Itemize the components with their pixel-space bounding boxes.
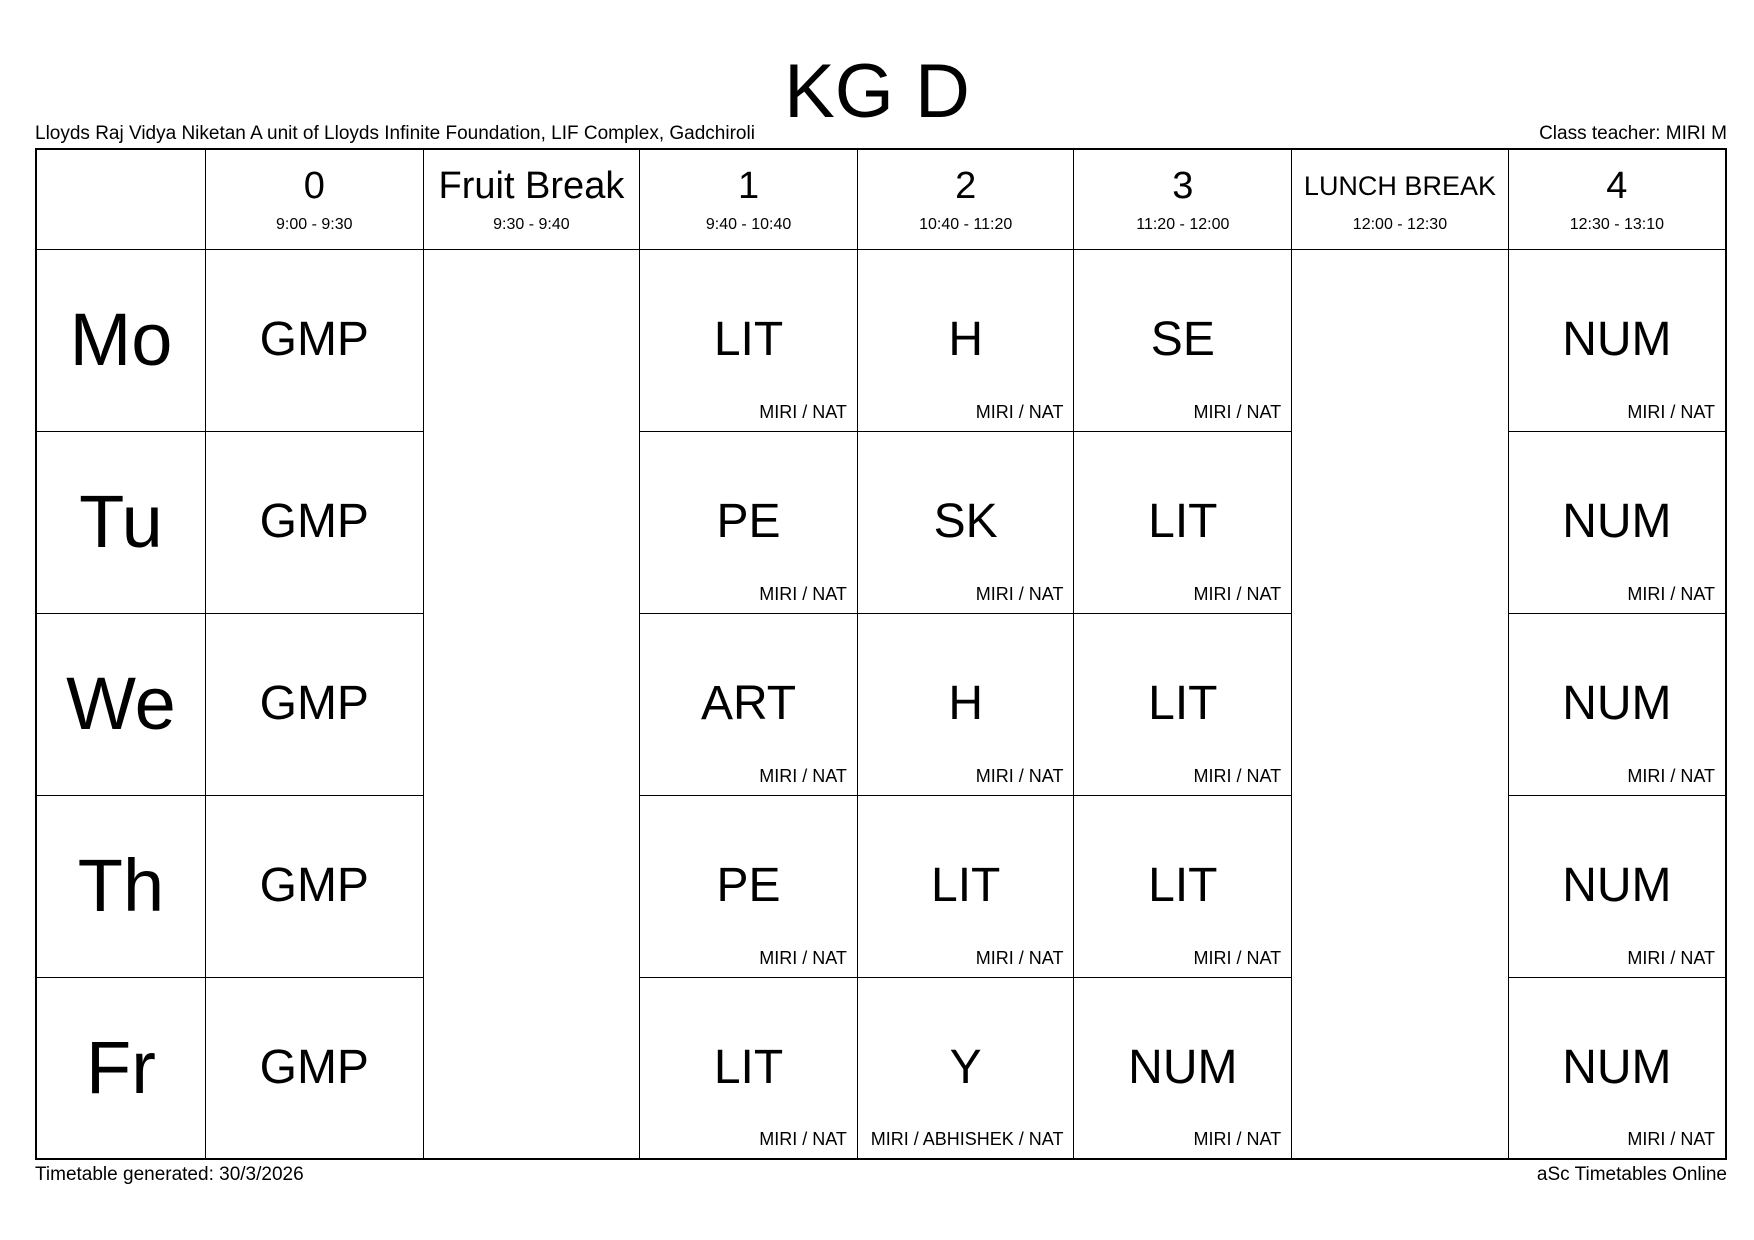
lesson-cell — [1508, 613, 1726, 795]
period-header-1 — [640, 149, 858, 249]
lesson-cell — [857, 613, 1074, 795]
lesson-subject: H — [948, 676, 984, 730]
period-label: 4 — [1606, 165, 1628, 208]
lesson-cell — [640, 249, 858, 431]
lesson-teachers: MIRI / NAT — [759, 947, 847, 968]
period-time: 9:30 - 9:40 — [493, 216, 570, 234]
day-cell — [36, 249, 205, 431]
school-name: Lloyds Raj Vidya Niketan A unit of Lloyds Infinite Foundation, LIF Complex, Gadchiroli — [35, 123, 755, 144]
lesson-subject: GMP — [259, 495, 369, 548]
lesson-cell — [1508, 431, 1726, 613]
lesson-teachers: MIRI / NAT — [1193, 583, 1282, 604]
period-time: 12:30 - 13:10 — [1569, 216, 1665, 234]
lesson-teachers: MIRI / NAT — [1193, 765, 1282, 786]
lesson-subject: NUM — [1562, 494, 1672, 548]
lesson-cell — [205, 613, 423, 795]
day-name: Fr — [86, 1025, 156, 1109]
day-cell — [36, 613, 205, 795]
lesson-cell — [1074, 431, 1292, 613]
page-title: KG D — [784, 49, 970, 134]
lesson-cell — [1508, 249, 1726, 431]
period-time: 9:00 - 9:30 — [276, 216, 353, 234]
lesson-subject: H — [948, 312, 984, 366]
lesson-subject: SE — [1150, 312, 1215, 366]
lesson-cell — [1074, 249, 1292, 431]
lesson-subject: NUM — [1128, 1040, 1238, 1094]
period-header-2 — [857, 149, 1074, 249]
period-header-fruit-break — [423, 149, 640, 249]
lesson-teachers: MIRI / ABHISHEK / NAT — [870, 1129, 1064, 1149]
lesson-cell — [857, 249, 1074, 431]
class-teacher: Class teacher: MIRI M — [1539, 123, 1727, 144]
day-name: We — [66, 662, 176, 745]
period-header-lunch-break — [1292, 149, 1509, 249]
lesson-teachers: MIRI / NAT — [759, 583, 847, 604]
lesson-cell — [640, 431, 858, 613]
period-label: 2 — [955, 165, 977, 208]
lesson-cell — [205, 431, 423, 613]
lesson-teachers: MIRI / NAT — [759, 765, 847, 786]
day-row-mo — [36, 249, 1726, 431]
lesson-cell — [1074, 613, 1292, 795]
lesson-teachers: MIRI / NAT — [975, 401, 1064, 422]
lesson-teachers: MIRI / NAT — [759, 401, 847, 422]
lesson-teachers: MIRI / NAT — [1627, 583, 1715, 604]
lesson-subject: LIT — [1148, 494, 1218, 548]
period-time: 9:40 - 10:40 — [705, 216, 792, 234]
lesson-subject: LIT — [1148, 858, 1218, 912]
period-time: 11:20 - 12:00 — [1136, 216, 1230, 234]
lesson-subject: LIT — [713, 1040, 784, 1094]
lesson-cell — [640, 613, 858, 795]
lesson-subject: NUM — [1562, 858, 1672, 912]
generated-date: Timetable generated: 30/3/2026 — [35, 1164, 304, 1185]
lesson-cell — [857, 977, 1074, 1159]
lesson-cell — [1074, 977, 1292, 1159]
brand-label: aSc Timetables Online — [1536, 1164, 1727, 1185]
lesson-cell — [857, 795, 1074, 977]
period-label: 1 — [737, 165, 760, 208]
lesson-teachers: MIRI / NAT — [975, 583, 1064, 604]
lesson-cell — [205, 795, 423, 977]
lunch-break-column — [1292, 249, 1509, 1159]
lesson-subject: Y — [949, 1040, 982, 1094]
lesson-teachers: MIRI / NAT — [1193, 947, 1282, 968]
corner-cell — [36, 149, 205, 249]
period-time: 12:00 - 12:30 — [1352, 216, 1448, 234]
lesson-subject: GMP — [259, 313, 369, 366]
lesson-subject: PE — [716, 858, 781, 912]
lesson-cell — [857, 431, 1074, 613]
lesson-teachers: MIRI / NAT — [975, 947, 1064, 968]
day-cell — [36, 977, 205, 1159]
lesson-cell — [205, 977, 423, 1159]
lesson-cell — [1508, 795, 1726, 977]
period-label: LUNCH BREAK — [1303, 171, 1496, 202]
day-cell — [36, 431, 205, 613]
day-cell — [36, 795, 205, 977]
lesson-teachers: MIRI / NAT — [759, 1129, 847, 1149]
lesson-subject: LIT — [931, 858, 1001, 912]
period-header-0 — [205, 149, 423, 249]
day-name: Tu — [79, 480, 163, 563]
period-header-3 — [1074, 149, 1292, 249]
lesson-cell — [640, 977, 858, 1159]
lesson-teachers: MIRI / NAT — [975, 765, 1064, 786]
lesson-teachers: MIRI / NAT — [1627, 1129, 1715, 1149]
lesson-subject: NUM — [1562, 676, 1672, 730]
lesson-cell — [1508, 977, 1726, 1159]
lesson-teachers: MIRI / NAT — [1627, 401, 1715, 422]
lesson-subject: GMP — [259, 1040, 369, 1094]
period-label: Fruit Break — [438, 165, 625, 208]
lesson-subject: NUM — [1562, 312, 1672, 366]
lesson-cell — [205, 249, 423, 431]
lesson-subject: LIT — [1148, 676, 1218, 730]
fruit-break-column — [423, 249, 640, 1159]
lesson-subject: PE — [716, 494, 781, 548]
lesson-subject: NUM — [1562, 1040, 1672, 1094]
lesson-teachers: MIRI / NAT — [1193, 401, 1282, 422]
lesson-subject: GMP — [259, 677, 369, 730]
period-label: 3 — [1172, 165, 1194, 208]
period-header-4 — [1508, 149, 1726, 249]
lesson-teachers: MIRI / NAT — [1193, 1129, 1282, 1149]
day-name: Th — [77, 844, 165, 927]
lesson-subject: ART — [700, 676, 797, 730]
day-name: Mo — [69, 298, 173, 381]
lesson-subject: SK — [933, 494, 998, 548]
lesson-cell — [1074, 795, 1292, 977]
timetable-grid — [35, 148, 1727, 1160]
lesson-cell — [640, 795, 858, 977]
lesson-subject: LIT — [713, 312, 784, 366]
lesson-teachers: MIRI / NAT — [1627, 947, 1715, 968]
period-label: 0 — [303, 165, 325, 208]
lesson-teachers: MIRI / NAT — [1627, 765, 1715, 786]
lesson-subject: GMP — [259, 859, 369, 912]
period-header-row — [36, 149, 1726, 249]
period-time: 10:40 - 11:20 — [919, 216, 1013, 234]
